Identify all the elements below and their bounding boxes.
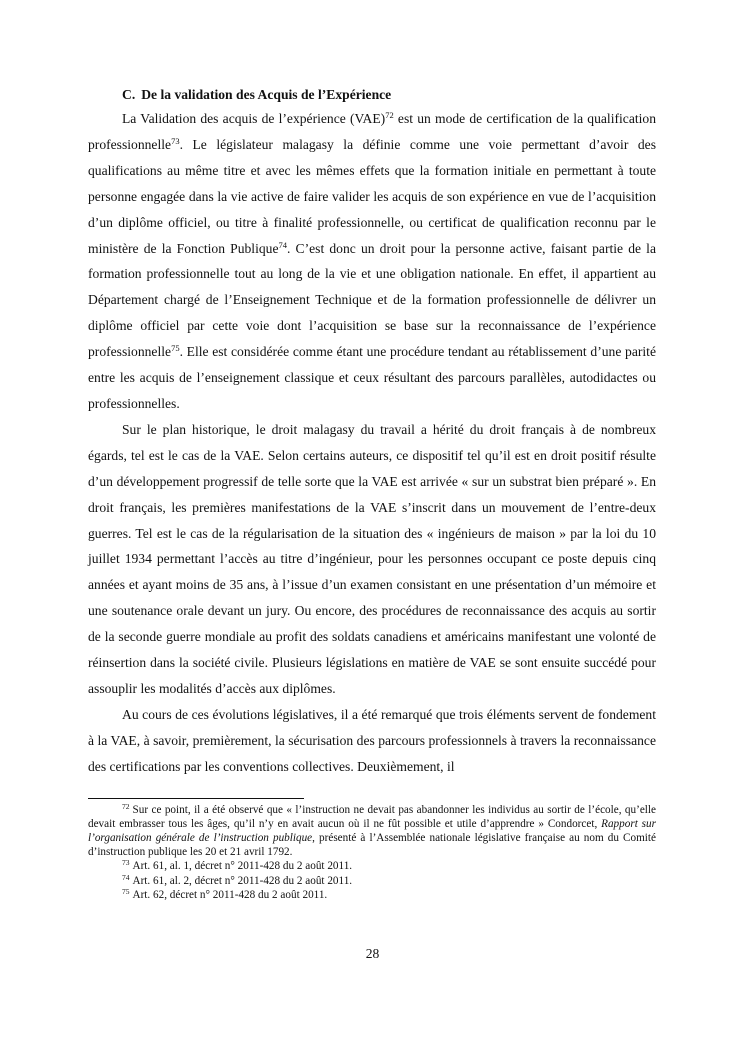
footnote-ref-72: 72	[385, 110, 394, 120]
paragraph-1-text-a: La Validation des acquis de l’expérience (VAE)	[122, 111, 386, 126]
footnote-separator	[88, 798, 304, 799]
paragraph-1-text-d: . C’est donc un droit pour la personne active, faisant partie de la formation professionnelle tout au long de la vie et une obligation nationale. En effet, il appartient au Département chargé de l’Enseignement Technique et de la formation professionnelle de délivrer un diplôme officiel par cette voie dont l’acquisition se base sur la reconnaissance de l’expérience professionnelle	[88, 240, 656, 360]
paragraph-1	[88, 106, 656, 417]
paragraph-1-text-b: est un mode de certification de la qualification professionnelle	[88, 111, 656, 152]
footnote-mark-72: 72	[122, 801, 130, 811]
footnote-75-text: Art. 62, décret n° 2011-428 du 2 août 2011.	[132, 888, 328, 901]
footnote-mark-73: 73	[122, 858, 130, 868]
footnotes	[88, 803, 656, 902]
footnote-73	[88, 859, 656, 873]
section-heading	[122, 84, 656, 106]
paragraph-3: Au cours de ces évolutions législatives, il a été remarqué que trois éléments servent de fondement à la VAE, à savoir, premièrement, la sécurisation des parcours professionnels à travers la reconnaissance des certifications par les conventions collectives. Deuxièmement, il	[88, 706, 656, 774]
paragraph-2: Sur le plan historique, le droit malagasy du travail a hérité du droit français à de nombreux égards, tel est le cas de la VAE. Selon certains auteurs, ce dispositif tel qu’il est en droit positif résulte d’un développement progressif de telle sorte que la VAE est arrivée « sur un substrat bien préparé ». En droit français, les premières manifestations de la VAE s’inscrit dans un mouvement de l’entre-deux guerres. Tel est le cas de la régularisation de la situation des « ingénieurs de maison » par la loi du 10 juillet 1934 permettant l’accès au titre d’ingénieur, pour les personnes occupant ce poste depuis cinq années et ayant moins de 35 ans, à l’issue d’un examen consistant en une présentation d’un mémoire et une soutenance orale devant un jury. Ou encore, des procédures de reconnaissance des acquis au sortir de la seconde guerre mondiale au profit des soldats canadiens et américains manifestant une volonté de réinsertion dans la société civile. Plusieurs législations en matière de VAE se sont ensuite succédé pour assouplir les modalités d’accès aux diplômes.	[88, 421, 656, 696]
footnote-mark-74: 74	[122, 872, 130, 882]
paragraph-1-text-c: . Le législateur malagasy la définie comme une voie permettant d’avoir des qualifications au même titre et avec les mêmes effets que la formation initiale en permettant à toute personne engagée dans la vie active de faire valider les acquis de son expérience en vue de l’acquisition d’un diplôme officiel, ou titre à finalité professionnelle, ou certificat de qualification reconnu par le ministère de la Fonction Publique	[88, 136, 656, 256]
footnote-ref-75: 75	[171, 343, 180, 354]
section-title: De la validation des Acquis de l’Expérience	[141, 87, 392, 102]
document-page	[88, 84, 656, 902]
footnote-75	[88, 888, 656, 902]
footnote-ref-73: 73	[171, 135, 180, 146]
footnote-72-text-a: Sur ce point, il a été observé que « l’instruction ne devait pas abandonner les individus au sortir de l’école, qu’elle devait embrasser tous les âges, qu’il n’y en avait aucun où il ne fût possible et utile d’apprendre » Condorcet,	[88, 803, 656, 830]
section-number: C.	[122, 87, 136, 102]
footnote-72-text-b: , présenté à l’Assemblée nationale législative française au nom du Comité d’instruction publique les 20 et 21 avril 1792.	[88, 831, 656, 859]
paragraph-1-text-e: . Elle est considérée comme étant une procédure tendant au rétablissement d’une parité entre les acquis de l’enseignement classique et ceux résultant des parcours parallèles, autodidactes ou professionnelles.	[88, 344, 656, 411]
footnote-74-text: Art. 61, al. 2, décret n° 2011-428 du 2 août 2011.	[132, 874, 353, 887]
footnote-ref-74: 74	[278, 239, 287, 250]
page-number: 28	[365, 946, 380, 961]
footnote-74	[88, 874, 656, 888]
footnote-72-italic-title: Rapport sur l’organisation générale de l’instruction publique	[88, 817, 656, 844]
footnote-72	[88, 803, 656, 860]
footnote-73-text: Art. 61, al. 1, décret n° 2011-428 du 2 août 2011.	[132, 860, 353, 873]
footnote-mark-75: 75	[122, 886, 130, 896]
